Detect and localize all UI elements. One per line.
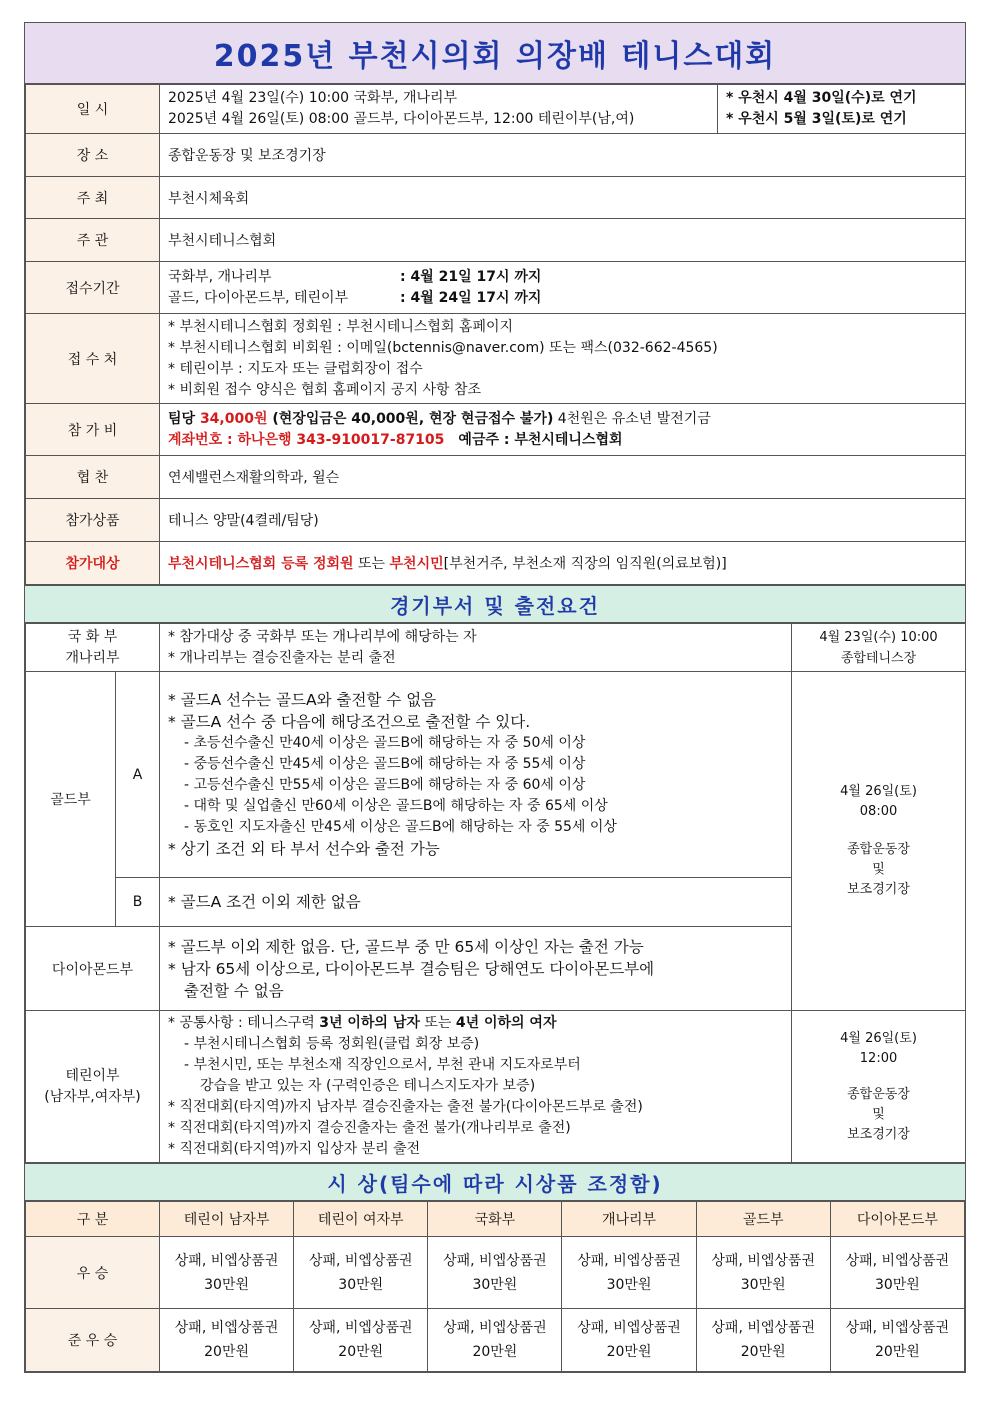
- reg-place-line: * 부천시테니스협회 정회원 : 부천시테니스협회 홈페이지: [168, 318, 514, 335]
- division-row-gold-a: [26, 672, 966, 878]
- reg-place-line: * 비회원 접수 양식은 협회 홈페이지 공지 사항 참조: [168, 381, 482, 398]
- prizes-column: 국화부: [428, 1202, 562, 1237]
- prize-cell: 상패, 비엡상품권 20만원: [696, 1309, 830, 1372]
- gold-b-label: B: [116, 878, 160, 927]
- info-row-reg-place: [26, 314, 966, 404]
- teen-label: 테린이부 (남자부,여자부): [26, 1011, 160, 1163]
- prize-cell: 상패, 비엡상품권 30만원: [830, 1237, 964, 1309]
- fee-line: 팀당 34,000원 (현장입금은 40,000원, 현장 현금접수 불가) 4천원은 유소년 발전기금: [168, 410, 711, 427]
- gold-b-requirements: * 골드A 조건 이외 제한 없음: [160, 878, 792, 927]
- teen-requirements: * 공통사항 : 테니스구력 3년 이하의 남자 또는 4년 이하의 여자 - 부천시테니스협회 등록 정회원(클럽 회장 보증) - 부천시민, 또는 부천소재 직장인으로서, 부천 관내 지도자로부터 강습을 받고 있는 자 (구력인증은 테니스지도자가 보증) * 직전대회(타지역)까지 남자부 결승진출자는 출전 불가(다이아몬드부로 출전) * 직전대회(타지역)까지 결승진출자는 출전 불가(개나리부로 출전) * 직전대회(타지역)까지 입상자 분리 출전: [160, 1011, 792, 1163]
- target-value: 부천시테니스협회 등록 정회원 또는 부천시민[부천거주, 부천소재 직장의 임직원(의료보험)]: [160, 542, 966, 585]
- gukhwa-label: 국 화 부 개나리부: [26, 624, 160, 672]
- gold-a-requirements: * 골드A 선수는 골드A와 출전할 수 없음 * 골드A 선수 중 다음에 해당조건으로 출전할 수 있다. - 초등선수출신 만40세 이상은 골드B에 해당하는 자 중 50세 이상 - 중등선수출신 만45세 이상은 골드B에 해당하는 자 중 55세 이상 - 고등선수출신 만55세 이상은 골드B에 해당하는 자 중 60세 이상 - 대학 및 실업출신 만60세 이상은 골드B에 해당하는 자 중 65세 이상 - 동호인 지도자출신 만45세 이상은 골드B에 해당하는 자 중 55세 이상 * 상기 조건 외 타 부서 선수와 출전 가능: [160, 672, 792, 878]
- reg-period-label: 접수기간: [26, 262, 160, 314]
- fee-value: [160, 404, 966, 456]
- prizes-column: 골드부: [696, 1202, 830, 1237]
- division-row-gukhwa: [26, 624, 966, 672]
- gukhwa-requirements: * 참가대상 중 국화부 또는 개나리부에 해당하는 자 * 개나리부는 결승진출자는 분리 출전: [160, 624, 792, 672]
- prizes-column: 테린이 남자부: [160, 1202, 294, 1237]
- reg-place-value: [160, 314, 966, 404]
- info-row-reg-period: [26, 262, 966, 314]
- prizes-row-winner: [26, 1237, 965, 1309]
- fee-label: 참 가 비: [26, 404, 160, 456]
- fee-account-line: 계좌번호 : 하나은행 343-910017-87105 예금주 : 부천시테니스협회: [168, 431, 623, 448]
- division-row-teen: [26, 1011, 966, 1163]
- info-row-fee: [26, 404, 966, 456]
- prize-cell: 상패, 비엡상품권 30만원: [428, 1237, 562, 1309]
- gold-a-label: A: [116, 672, 160, 878]
- gold-label: 골드부: [26, 672, 116, 927]
- organizer-label: 주 관: [26, 219, 160, 262]
- venue-value: 종합운동장 및 보조경기장: [160, 134, 966, 177]
- target-label: 참가대상: [26, 542, 160, 585]
- diamond-label: 다이아몬드부: [26, 927, 160, 1011]
- prize-cell: 상패, 비엡상품권 20만원: [830, 1309, 964, 1372]
- prizes-column: 테린이 여자부: [294, 1202, 428, 1237]
- sponsor-value: 연세밸런스재활의학과, 윌슨: [160, 456, 966, 499]
- gold-time: 4월 26일(토) 08:00 종합운동장 및 보조경기장: [792, 672, 966, 1011]
- info-row-sponsor: [26, 456, 966, 499]
- prize-cell: 상패, 비엡상품권 30만원: [562, 1237, 696, 1309]
- prizes-header-row: [26, 1202, 965, 1237]
- host-label: 주 최: [26, 177, 160, 219]
- prizes-section-title: 시 상(팀수에 따라 시상품 조정함): [25, 1163, 965, 1201]
- prize-cell: 상패, 비엡상품권 20만원: [294, 1309, 428, 1372]
- info-row-target: [26, 542, 966, 585]
- prizes-row-runner-up: [26, 1309, 965, 1372]
- page-title: 2025년 부천시의회 의장배 테니스대회: [25, 23, 965, 84]
- diamond-requirements: * 골드부 이외 제한 없음. 단, 골드부 중 만 65세 이상인 자는 출전 가능 * 남자 65세 이상으로, 다이아몬드부 결승팀은 당해연도 다이아몬드부에 출전할 수 없음: [160, 927, 792, 1011]
- prize-row-label: 우 승: [26, 1237, 160, 1309]
- prizes-column: 개나리부: [562, 1202, 696, 1237]
- gift-value: 테니스 양말(4켤레/팀당): [160, 499, 966, 542]
- venue-label: 장 소: [26, 134, 160, 177]
- prize-cell: 상패, 비엡상품권 20만원: [160, 1309, 294, 1372]
- info-row-organizer: [26, 219, 966, 262]
- prizes-header-label: 구 분: [26, 1202, 160, 1237]
- reg-period-line: 골드, 다이아몬드부, 테린이부 : 4월 24일 17시 까지: [168, 289, 542, 306]
- prize-cell: 상패, 비엡상품권 30만원: [160, 1237, 294, 1309]
- poster-frame: [24, 22, 966, 1373]
- reg-place-line: * 부천시테니스협회 비회원 : 이메일(bctennis@naver.com) 또는 팩스(032-662-4565): [168, 339, 718, 356]
- rain-line: * 우천시 5월 3일(토)로 연기: [726, 111, 907, 127]
- host-value: 부천시체육회: [160, 177, 966, 219]
- rain-line: * 우천시 4월 30일(수)로 연기: [726, 90, 917, 106]
- prize-cell: 상패, 비엡상품권 30만원: [294, 1237, 428, 1309]
- info-row-schedule: [26, 85, 966, 134]
- prize-row-label: 준 우 승: [26, 1309, 160, 1372]
- organizer-value: 부천시테니스협회: [160, 219, 966, 262]
- divisions-table: [25, 623, 966, 1163]
- gift-label: 참가상품: [26, 499, 160, 542]
- rain-value: [718, 85, 966, 134]
- reg-period-line: 국화부, 개나리부 : 4월 21일 17시 까지: [168, 268, 542, 285]
- info-row-host: [26, 177, 966, 219]
- prize-cell: 상패, 비엡상품권 30만원: [696, 1237, 830, 1309]
- prizes-table: [25, 1201, 965, 1372]
- reg-period-value: [160, 262, 966, 314]
- info-row-gift: [26, 499, 966, 542]
- reg-place-label: 접 수 처: [26, 314, 160, 404]
- prizes-column: 다이아몬드부: [830, 1202, 964, 1237]
- prize-cell: 상패, 비엡상품권 20만원: [428, 1309, 562, 1372]
- info-table: [25, 84, 966, 585]
- schedule-value: [160, 85, 718, 134]
- schedule-line: 2025년 4월 26일(토) 08:00 골드부, 다이아몬드부, 12:00 테린이부(남,여): [168, 111, 635, 127]
- info-row-venue: [26, 134, 966, 177]
- divisions-section-title: 경기부서 및 출전요건: [25, 585, 965, 623]
- prize-cell: 상패, 비엡상품권 20만원: [562, 1309, 696, 1372]
- reg-place-line: * 테린이부 : 지도자 또는 클럽회장이 접수: [168, 360, 423, 377]
- sponsor-label: 협 찬: [26, 456, 160, 499]
- teen-time: 4월 26일(토) 12:00 종합운동장 및 보조경기장: [792, 1011, 966, 1163]
- schedule-line: 2025년 4월 23일(수) 10:00 국화부, 개나리부: [168, 90, 458, 106]
- gukhwa-time: 4월 23일(수) 10:00 종합테니스장: [792, 624, 966, 672]
- schedule-label: 일 시: [26, 85, 160, 134]
